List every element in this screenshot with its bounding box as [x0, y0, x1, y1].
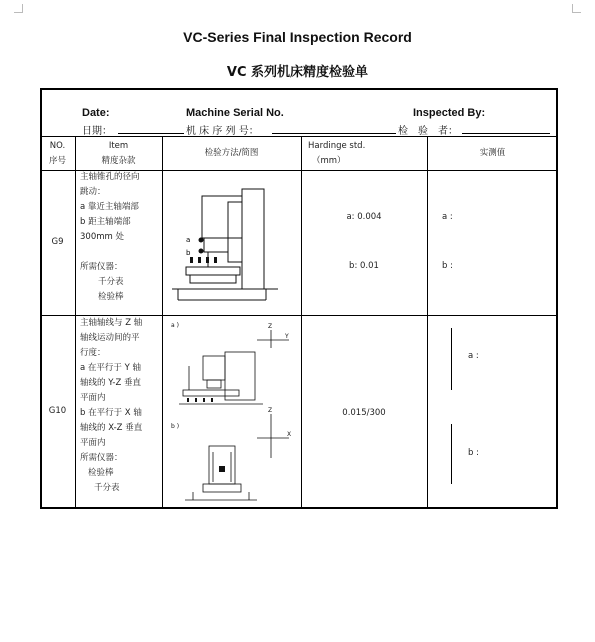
- item-line: 跳动：: [80, 187, 106, 197]
- item-line: b 距主轴端部: [80, 217, 131, 227]
- col-divider-2: [162, 136, 163, 509]
- col-method-header: 检验方法/简图: [204, 148, 259, 158]
- item-spacer: [80, 245, 160, 260]
- item-line: 轴线的 X-Z 垂直: [80, 423, 143, 433]
- item-line: 检验棒: [98, 292, 124, 302]
- axis-z-b: Z: [268, 407, 273, 414]
- col-divider-3: [301, 136, 302, 509]
- col-std-header: [308, 139, 423, 169]
- item-line: 平面内: [80, 438, 106, 448]
- item-line: 行度：: [80, 348, 106, 358]
- item-line: 所需仪器：: [80, 453, 123, 463]
- crop-mark-left: [14, 4, 23, 13]
- row-g9-std-b: b: 0.01: [349, 261, 379, 271]
- date-label: Date:: [82, 107, 110, 119]
- g10-meas-b-bar: [451, 424, 452, 484]
- g9-diagram: [168, 182, 288, 307]
- item-line: 千分表: [98, 277, 124, 287]
- item-line: 千分表: [94, 483, 120, 493]
- item-line: 平面内: [80, 393, 106, 403]
- inspected-label: Inspected By:: [413, 107, 486, 119]
- item-line: 主轴锥孔的径向: [80, 172, 140, 182]
- col-item-header: [75, 139, 162, 169]
- item-line: 检验棒: [88, 468, 114, 478]
- item-line: 主轴轴线与 Z 轴: [80, 318, 143, 328]
- item-line: 300mm 处: [80, 232, 124, 242]
- axis-x-b: X: [287, 431, 292, 438]
- row-g9-no: G9: [51, 237, 64, 247]
- date-label-cn: 日期：: [82, 126, 112, 137]
- g10-diagram: [165, 318, 299, 506]
- col-std-en: Hardinge std.: [308, 141, 366, 151]
- g9-label-b: b: [186, 249, 191, 257]
- row-g9-item: [80, 170, 160, 305]
- title-en: VC-Series Final Inspection Record: [183, 29, 412, 45]
- axis-y-a: Y: [285, 333, 289, 340]
- item-line: b 在平行于 X 轴: [80, 408, 142, 418]
- g9-label-a: a: [186, 236, 191, 244]
- crop-mark-right: [572, 4, 581, 13]
- col-no-cn: 序号: [48, 156, 66, 166]
- row-g9-meas-b: b :: [442, 261, 453, 271]
- serial-field[interactable]: [272, 133, 396, 134]
- item-line: 所需仪器：: [80, 262, 123, 272]
- title-cn: VC 系列机床精度检验单: [226, 65, 369, 80]
- item-line: 轴线运动间的平: [80, 333, 140, 343]
- g10-meas-a-bar: [451, 328, 452, 390]
- axis-z-a: Z: [268, 323, 273, 330]
- row-g10-meas-b: b :: [468, 448, 479, 458]
- row-g10-meas-a: a :: [468, 351, 479, 361]
- item-line: a 在平行于 Y 轴: [80, 363, 142, 373]
- col-item-cn: 精度杂款: [101, 156, 136, 166]
- row-g10-item: [80, 316, 160, 496]
- col-no-header: [40, 139, 75, 169]
- inspector-field[interactable]: [462, 133, 550, 134]
- serial-label: Machine Serial No.: [186, 107, 284, 119]
- row-g9-meas-a: a :: [442, 212, 453, 222]
- col-no-en: NO.: [49, 141, 66, 151]
- col-item-en: Item: [108, 141, 129, 151]
- serial-label-cn: 机 床 序 列 号：: [186, 126, 259, 137]
- g10-label-a: a ): [171, 322, 179, 329]
- date-field[interactable]: [118, 133, 184, 134]
- header-divider: [40, 136, 558, 137]
- col-divider-1: [75, 136, 76, 509]
- col-divider-4: [427, 136, 428, 509]
- item-line: a 靠近主轴端部: [80, 202, 139, 212]
- row-g10-std: 0.015/300: [342, 408, 386, 418]
- item-line: 轴线的 Y-Z 垂直: [80, 378, 141, 388]
- inspected-label-cn: 检 验 者：: [398, 126, 458, 137]
- g10-label-b: b ): [171, 423, 180, 430]
- row-g10-no: G10: [48, 406, 67, 416]
- col-std-unit: （mm）: [312, 156, 346, 166]
- row-g9-std-a: a: 0.004: [346, 212, 382, 222]
- col-measured-header: 实测值: [479, 148, 506, 158]
